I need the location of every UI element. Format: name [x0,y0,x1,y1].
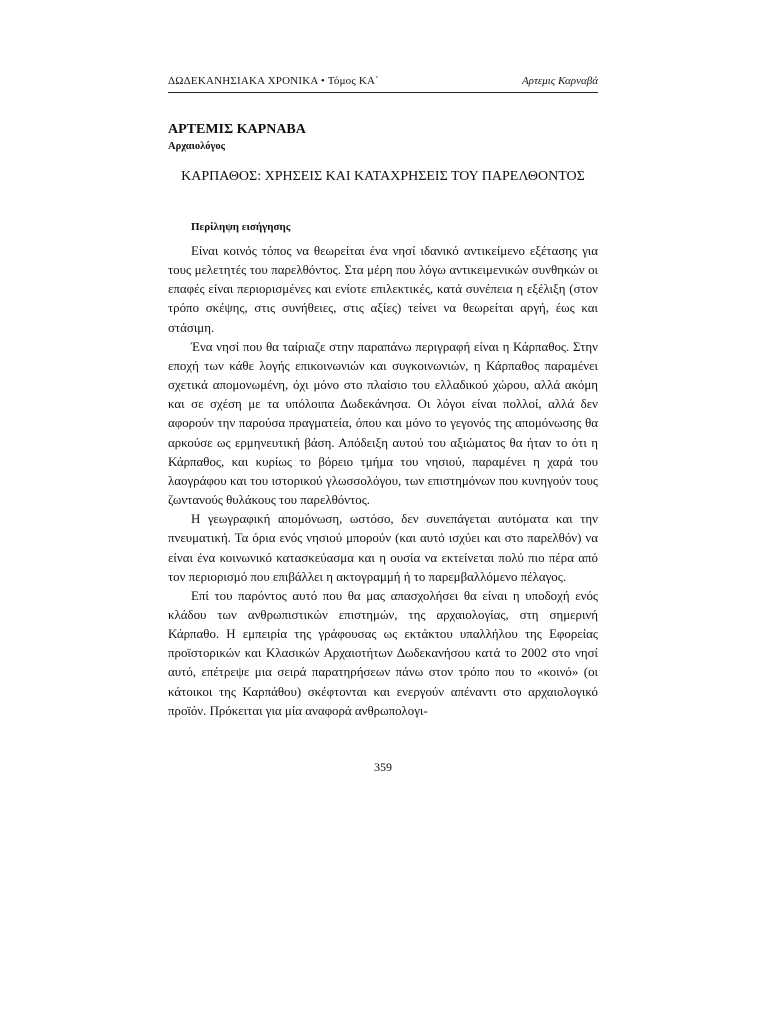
paragraph: Ένα νησί που θα ταίριαζε στην παραπάνω περιγραφή είναι η Κάρπαθος. Στην εποχή των κάθε λογής επικοινωνιών και συγκοινωνιών, η Κάρπαθος παραμένει σχετικά απομονωμένη, όχι μόνο στο πλαίσιο του ελλαδικού χώρου, αλλά ακόμη και σε σχέση με τα υπόλοιπα Δωδεκάνησα. Οι λόγοι είναι πολλοί, αλλά δεν αφορούν την παρούσα πραγματεία, όπου και μόνο το γεγονός της απομόνωσης θα αρκούσε ως ερμηνευτική βάση. Απόδειξη αυτού του αξιώματος θα ήταν το ότι η Κάρπαθος, και κυρίως το βόρειο τμήμα του νησιού, παραμένει η χαρά του λαογράφου και του ιστορικού γλωσσολόγου, των επιστημόνων που κυνηγούν τους ζωντανούς θυλάκους του παρελθόντος. [168,339,598,508]
page-number: 359 [374,760,392,774]
abstract-heading: Περίληψη εισήγησης [191,221,291,233]
paragraph: Επί του παρόντος αυτό που θα μας απασχολήσει θα είναι η υποδοχή ενός κλάδου των ανθρωπιστικών επιστημών, της αρχαιολογίας, στη σημερινή Κάρπαθο. Η εμπειρία της γράφουσας ως εκτάκτου υπαλλήλου της Εφορείας προϊστορικών και Κλασικών Αρχαιοτήτων Δωδεκανήσου κατά το 2002 στο νησί αυτό, επέτρεψε μια σειρά παρατηρήσεων πάνω στον τρόπο που το «κοινό» (οι κάτοικοι της Καρπάθου) σκέφτονται και ενεργούν απέναντι στο αρχαιολογικό προϊόν. Πρόκειται για μία αναφορά ανθρωπολογι- [168,588,598,718]
body-text [168,242,598,721]
author-role: Αρχαιολόγος [168,141,226,152]
journal-title: ΔΩΔΕΚΑΝΗΣΙΑΚΑ ΧΡΟΝΙΚΑ • Τόμος ΚΑ΄ [168,75,380,87]
author-name: ΑΡΤΕΜΙΣ ΚΑΡΝΑΒΑ [168,122,306,137]
author-running-name: Αρτεμις Καρναβά [521,75,598,87]
paragraph: Είναι κοινός τόπος να θεωρείται ένα νησί ιδανικό αντικείμενο εξέτασης για τους μελετητές του παρελθόντος. Στα μέρη που λόγω αντικειμενικών συνθηκών οι επαφές είναι περιορισμένες και ενίοτε επιλεκτικές, κατά συνέπεια η εξέλιξη (στον τρόπο σκέψης, στις συνήθειες, στις αξίες) τείνει να θεωρείται αργή, έως και στάσιμη. [168,244,598,335]
running-header [168,72,598,93]
paragraph: Η γεωγραφική απομόνωση, ωστόσο, δεν συνεπάγεται αυτόματα και την πνευματική. Τα όρια ενός νησιού μπορούν (και αυτό ισχύει και στο παρελθόν) να είναι ένα κοινωνικό κατασκεύασμα και η ουσία να εκτείνεται πολύ πιο πέρα από τον περιορισμό που επιβάλλει η ακτογραμμή ή το παρεμβαλλόμενο πέλαγος. [168,512,598,584]
article-title: ΚΑΡΠΑΘΟΣ: ΧΡΗΣΕΙΣ ΚΑΙ ΚΑΤΑΧΡΗΣΕΙΣ ΤΟΥ ΠΑΡΕΛΘΟΝΤΟΣ [181,169,585,184]
